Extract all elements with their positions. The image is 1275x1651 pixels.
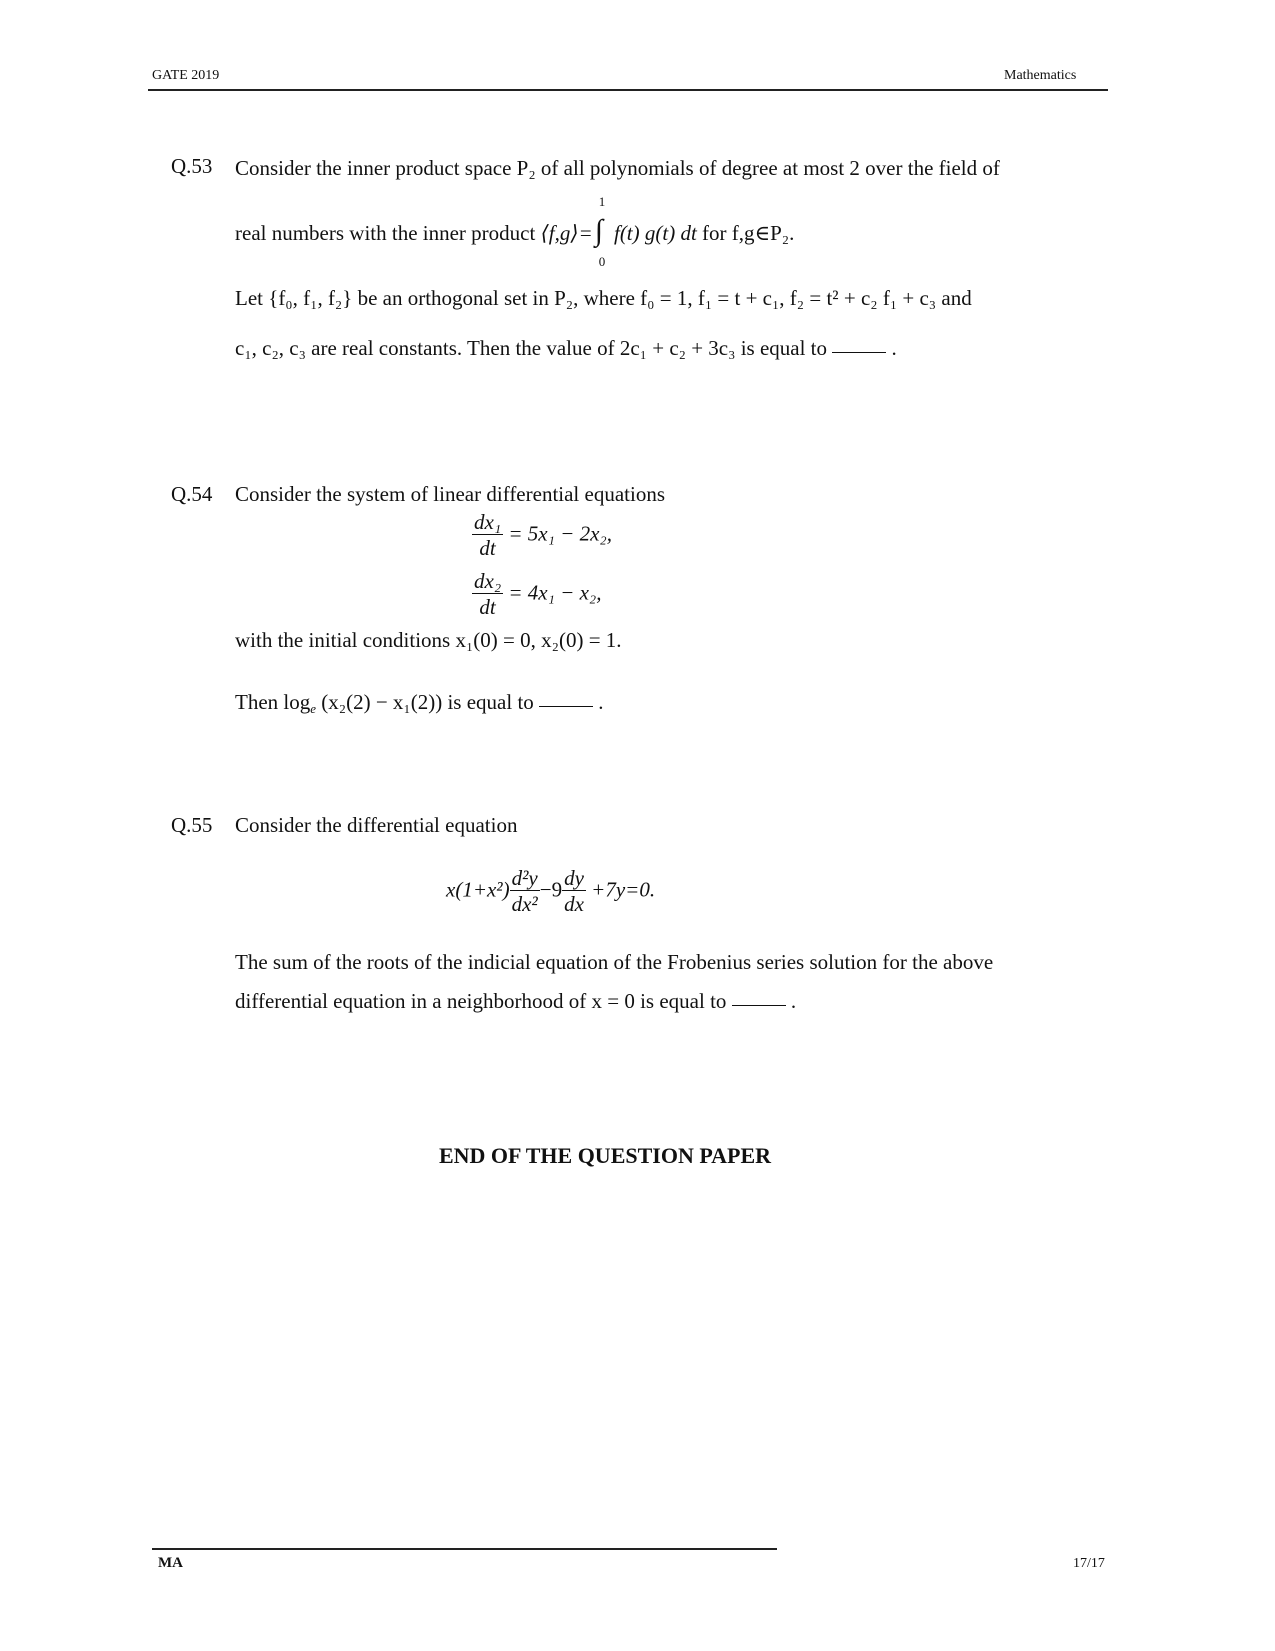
question-55-text-2-end: . [790,989,797,1013]
initial-conditions: with the initial conditions x₁(0) = 0, x₂(0) = 1. [235,628,622,652]
header-exam-title: GATE 2019 [152,68,220,83]
integral-upper-limit: 1 [598,194,606,209]
question-54-then-line [235,690,604,717]
eq-frac1-numerator: d²y [511,866,538,890]
eq1-numerator: dx₁ [474,510,502,534]
question-53-line-2-suffix: for f,g∈P₂. [702,221,795,245]
log-text: Then log [235,690,311,714]
integrand: f(t) g(t) dt [613,221,697,245]
question-54-line-1: Consider the system of linear differential equations [235,482,665,506]
eq-lhs: x(1+x²) [446,877,510,902]
eq1-rhs: = 5x₁ − 2x₂, [508,521,612,546]
question-53-line-4 [235,336,897,361]
answer-blank [732,1004,786,1006]
question-54-number: Q.54 [171,482,213,506]
eq2-denominator: dt [479,595,496,619]
eq-mid: −9 [539,877,563,902]
inner-product-notation: ⟨f,g⟩= [540,221,593,245]
question-54-then-end: . [598,690,604,714]
header-divider [148,89,1108,91]
question-53-line-4-text: c₁, c₂, c₃ are real constants. Then the value of 2c₁ + c₂ + 3c₃ is equal to [235,336,828,360]
eq-rhs: +7y=0. [591,877,656,902]
frobenius-equation [446,866,655,917]
footer-divider [152,1548,777,1550]
eq1-denominator: dt [479,536,496,560]
footer-page-number: 17/17 [1073,1556,1105,1571]
question-55-line-1: Consider the differential equation [235,813,518,837]
log-base: e [310,701,317,716]
question-53-line-2 [235,194,795,269]
question-55-text-1: The sum of the roots of the indicial equation of the Frobenius series solution for the above [235,950,994,974]
eq-frac2-denominator: dx [564,892,584,916]
eq-frac1-denominator: dx² [511,892,538,916]
question-54-then-mid: (x₂(2) − x₁(2)) is equal to [321,690,534,714]
eq-frac2-numerator: dy [564,866,584,890]
header-subject: Mathematics [1004,68,1077,83]
integral-lower-limit: 0 [598,254,606,269]
eq2-numerator: dx₂ [474,569,502,593]
answer-blank [832,351,886,353]
question-53-line-2-prefix: real numbers with the inner product [235,221,536,245]
question-55-text-2 [235,989,796,1014]
eq2-rhs: = 4x₁ − x₂, [508,580,602,605]
question-53-line-1: Consider the inner product space P₂ of all polynomials of degree at most 2 over the field of [235,156,1000,180]
question-55-number: Q.55 [171,813,213,837]
end-of-paper-title: END OF THE QUESTION PAPER [438,1143,772,1168]
question-53-number: Q.53 [171,154,213,178]
equation-dx1-dt [472,510,612,561]
question-53-line-4-end: . [891,336,897,360]
question-53-line-3: Let {f₀, f₁, f₂} be an orthogonal set in P₂, where f₀ = 1, f₁ = t + c₁, f₂ = t² + c₂ f₁ + c₃ and [235,286,972,310]
question-55-text-2-body: differential equation in a neighborhood of x = 0 is equal to [235,989,727,1013]
equation-dx2-dt [472,569,601,620]
answer-blank [539,705,593,707]
footer-paper-code: MA [158,1555,183,1571]
integral-sign: ∫ 1 0 [594,194,606,269]
